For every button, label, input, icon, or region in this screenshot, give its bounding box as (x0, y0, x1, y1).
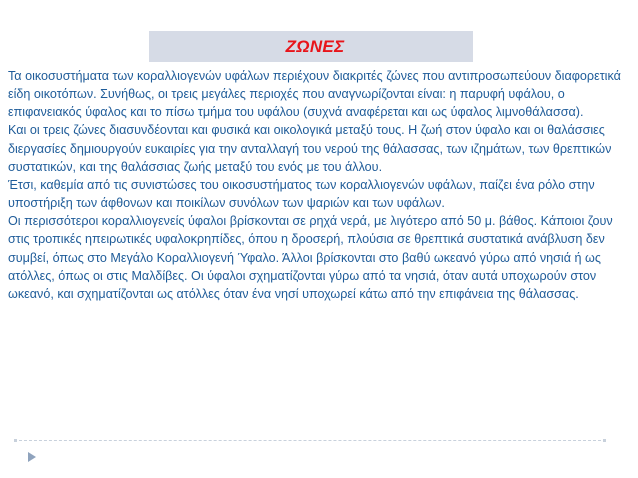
title-bar (149, 31, 473, 62)
slide-body (8, 67, 634, 303)
play-arrow-icon (28, 452, 36, 462)
slide-title: ΖΩΝΕΣ (285, 36, 345, 56)
body-paragraph-4: Οι περισσότεροι κοραλλιογενείς ύφαλοι βρίσκονται σε ρηχά νερά, με λιγότερο από 50 μ. βάθος. Κάποιοι ζουν στις τροπικές ηπειρωτικές υφαλοκρηπίδες, όπου η δροσερή, πλούσια σε θρεπτικά συστατικά ανάβλυση δεν συμβεί, όπως στο Μεγάλο Κοραλλιογενή Ύφαλο. Άλλοι βρίσκονται στο βαθύ ωκεανό γύρω από νησιά ή ως ατόλλες, όπως οι στις Μαλδίβες. Οι ύφαλοι σχηματίζονται γύρω από τα νησιά, όταν αυτά υποχωρούν στον ωκεανό, και σχηματίζονται ως ατόλλες όταν ένα νησί υποχωρεί κάτω από την επιφάνεια της θάλασσας. (8, 214, 613, 301)
footer-divider (14, 440, 606, 441)
body-paragraph-2: Και οι τρεις ζώνες διασυνδέονται και φυσικά και οικολογικά μεταξύ τους. Η ζωή στον ύφαλο και οι θαλάσσιες διεργασίες δημιουργούν ευκαιρίες για την ανταλλαγή του νερού της θάλασσας, των ιζημάτων, των θρεπτικών συστατικών, και της θαλάσσιας ζωής μεταξύ του ενός με του άλλου. (8, 123, 612, 174)
body-paragraph-1: Τα οικοσυστήματα των κοραλλιογενών υφάλων περιέχουν διακριτές ζώνες που αντιπροσωπεύουν διαφορετικά είδη οικοτόπων. Συνήθως, οι τρεις μεγάλες περιοχές που αναγνωρίζονται είναι: η παρυφή υφάλου, ο επιφανειακός ύφαλος και το πίσω τμήμα του υφάλου (συχνά αναφέρεται και ως ύφαλος λιμνοθάλασσα). (8, 69, 621, 120)
body-paragraph-3: Έτσι, καθεμία από τις συνιστώσες του οικοσυστήματος των κοραλλιογενών υφάλων, παίζει ένα ρόλο στην υποστήριξη των άφθονων και ποικίλων συνόλων των ψαριών και των υφάλων. (8, 177, 595, 211)
